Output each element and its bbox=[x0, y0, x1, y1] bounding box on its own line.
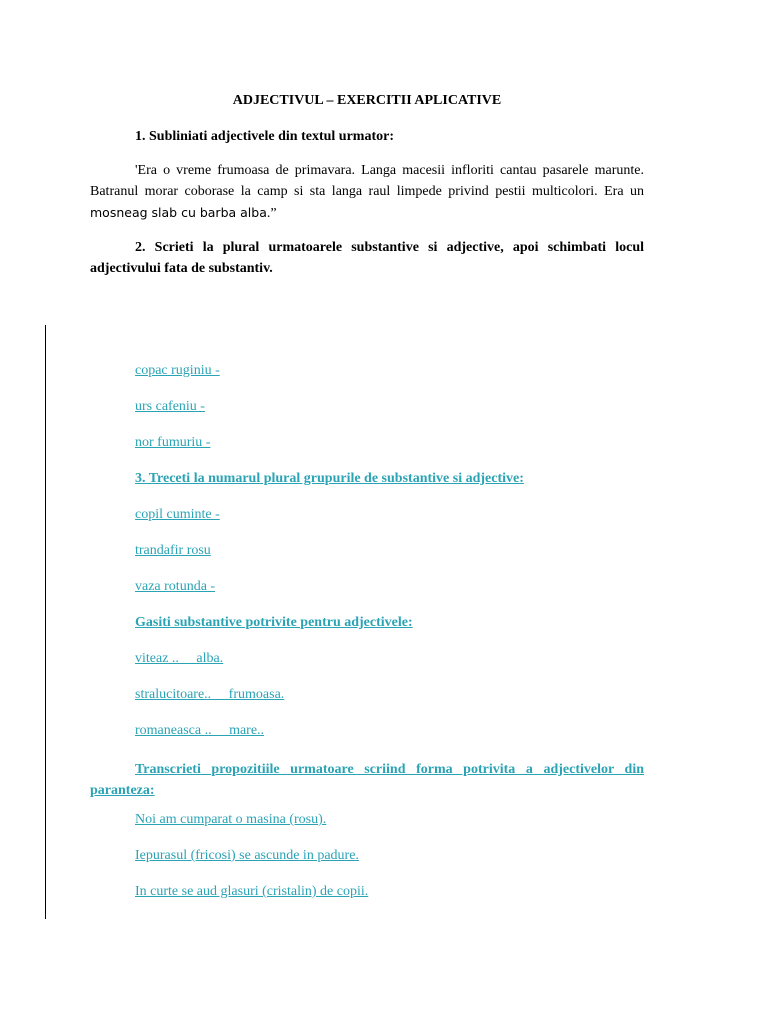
exercise-1-text-part1: 'Era o vreme frumoasa de primavara. Langa macesii infloriti cantau pasarele marunte. Batranul morar coborase la camp si sta langa raul limpede privind pestii multicolori. Era un bbox=[90, 163, 644, 199]
exercise-1-text-part3: .” bbox=[266, 206, 277, 221]
exercise-4-item[interactable]: stralucitoare.. frumoasa. bbox=[135, 687, 285, 702]
exercise-2-item[interactable]: nor fumuriu - bbox=[135, 435, 211, 450]
exercise-2-heading: 2. Scrieti la plural urmatoarele substantive si adjective, apoi schimbati locul adjectivului fata de substantiv. bbox=[90, 240, 644, 276]
exercise-3-heading[interactable]: 3. Treceti la numarul plural grupurile de substantive si adjective: bbox=[135, 471, 524, 486]
exercise-4-heading[interactable]: Gasiti substantive potrivite pentru adjectivele: bbox=[135, 615, 413, 630]
exercise-5-item[interactable]: Iepurasul (fricosi) se ascunde in padure. bbox=[135, 848, 359, 863]
exercise-3-item[interactable]: trandafir rosu bbox=[135, 543, 211, 558]
exercise-5-heading-block bbox=[90, 759, 644, 801]
exercise-3-item[interactable]: vaza rotunda - bbox=[135, 579, 216, 594]
exercise-3-item[interactable]: copil cuminte - bbox=[135, 507, 220, 522]
exercise-5-item[interactable]: In curte se aud glasuri (cristalin) de copii. bbox=[135, 884, 369, 899]
margin-line bbox=[45, 325, 46, 919]
exercise-5-item[interactable]: Noi am cumparat o masina (rosu). bbox=[135, 812, 327, 827]
exercise-4-item[interactable]: romaneasca .. mare.. bbox=[135, 723, 265, 738]
exercise-1-text bbox=[90, 160, 644, 224]
exercise-2-item[interactable]: copac ruginiu - bbox=[135, 363, 220, 378]
exercise-1-text-part2: mosneag slab cu barba alba bbox=[90, 205, 267, 220]
exercise-5-heading[interactable]: Transcrieti propozitiile urmatoare scriind forma potrivita a adjectivelor din paranteza: bbox=[90, 762, 644, 798]
page-title: ADJECTIVUL – EXERCITII APLICATIVE bbox=[232, 93, 502, 108]
exercise-4-item[interactable]: viteaz .. alba. bbox=[135, 651, 224, 666]
exercise-1-heading: 1. Subliniati adjectivele din textul urmator: bbox=[135, 129, 394, 144]
exercise-2-item[interactable]: urs cafeniu - bbox=[135, 399, 205, 414]
